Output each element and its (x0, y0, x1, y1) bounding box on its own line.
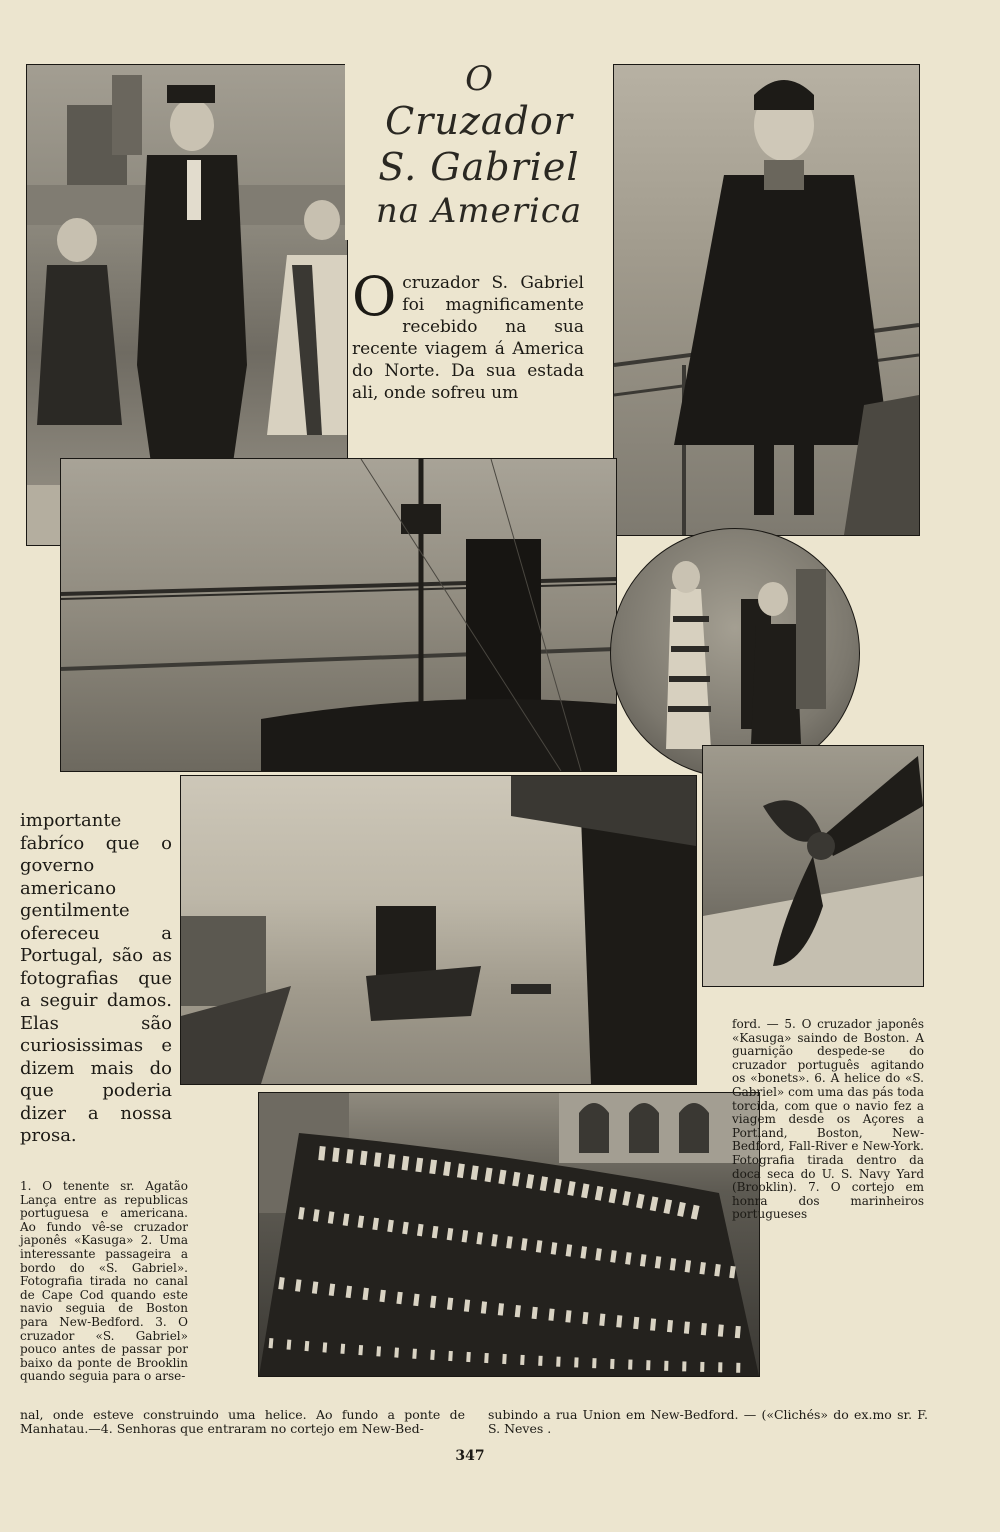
photo-kasuga-leaving-boston (180, 775, 697, 1085)
photo-cruiser-under-bridge (60, 458, 617, 772)
title-line-3: S. Gabriel (378, 145, 580, 189)
photo-ladies-in-procession (610, 528, 860, 778)
body-text-column: importante fabríco que o governo americano gentilmente ofereceu a Portugal, são as fotografias que a seguir damos. Elas são curiosissimas e dizem mais do que poderia dizer a nossa prosa. (20, 810, 172, 1146)
caption-bottom-left: nal, onde esteve construindo uma helice. Ao fundo a ponte de Manhatau.—4. Senhoras que entraram no cortejo em New-Bed- (20, 1407, 465, 1436)
intro-paragraph (352, 265, 584, 404)
caption-left-column: 1. O tenente sr. Agatão Lança entre as republicas portuguesa e americana. Ao fundo vê-se cruzador japonês «Kasuga» 2. Uma interessante passageira a bordo do «S. Gabriel». Fotografia tirada no canal de Cape Cod quando este navio seguia de Boston para New-Bedford. 3. O cruzador «S. Gabriel» pouco antes de passar por baixo da ponte de Brooklin quando seguia para o arse- (20, 1179, 188, 1384)
drop-cap: O (352, 265, 397, 328)
article-title (345, 60, 613, 240)
photo-procession-union-street (258, 1092, 760, 1377)
page-number: 347 (455, 1448, 485, 1464)
photo-passenger-on-deck (613, 64, 920, 536)
intro-text: cruzador S. Gabriel foi magnificamente recebido na sua recente viagem á America do Norte. Da sua estada ali, onde sofreu um (352, 273, 584, 403)
title-line-4: na America (375, 191, 583, 231)
caption-right-column: ford. — 5. O cruzador japonês «Kasuga» saindo de Boston. A guarnição despede-se do cruzador português agitando os «bonets». 6. A helice do «S. Gabriel» com uma das pás toda torcida, com que o navio fez a viagem desde os Açores a Portland, Boston, New-Bedford, Fall-River e New-York. Fotografia tirada dentro da doca seca do U. S. Navy Yard (Brooklin). 7. O cortejo em honra dos marinheiros portugueses (732, 1017, 924, 1222)
title-line-2: Cruzador (385, 99, 573, 143)
caption-bottom-right: subindo a rua Union em New-Bedford. — («Clichés» do ex.mo sr. F. S. Neves . (488, 1407, 928, 1436)
title-line-1: O (465, 59, 493, 99)
photo-damaged-propeller (702, 745, 924, 987)
